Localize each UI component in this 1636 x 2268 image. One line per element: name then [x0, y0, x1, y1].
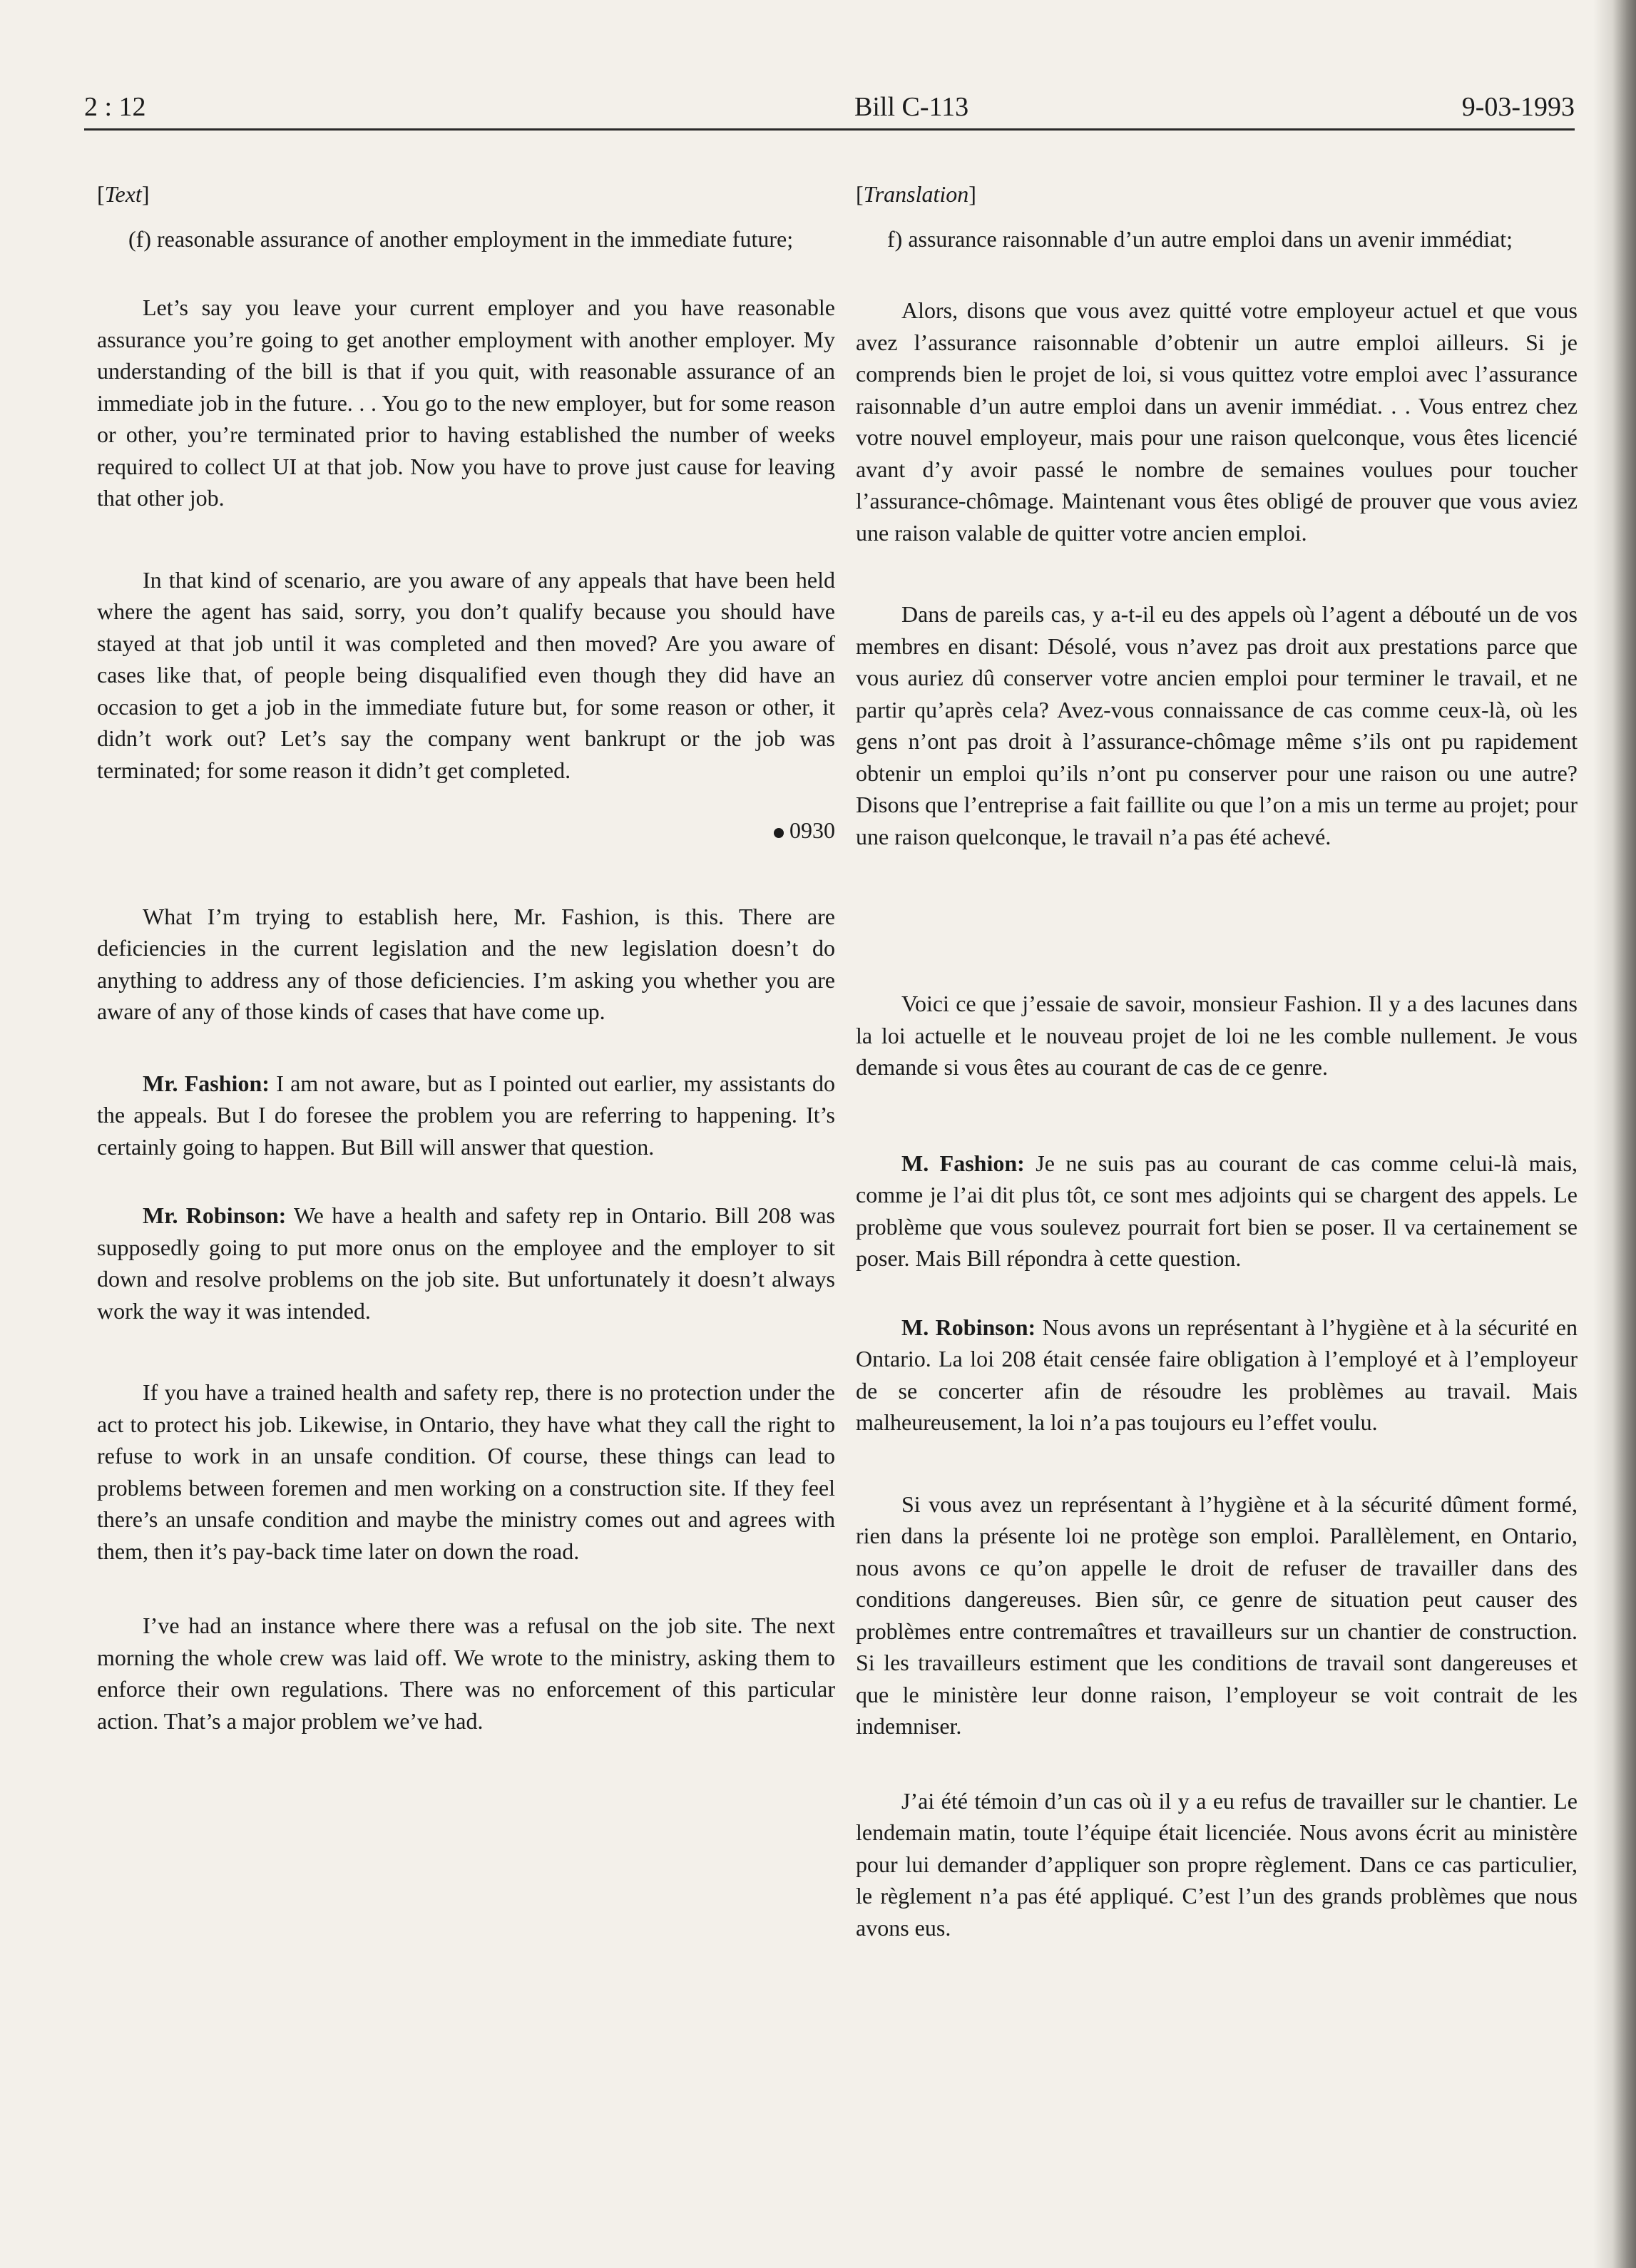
page-number: 2 : 12: [84, 92, 146, 122]
speaker-paragraph: M. Fashion: Je ne suis pas au courant de cas comme celui-là mais, comme je l’ai dit plus tôt, ce sont mes adjoints qui se chargent des appels. Le problème que vous soulevez pourrait fort bien se poser. Il va certainement se poser. Mais Bill répondra à cette question.: [856, 1150, 1578, 1271]
paragraph: I’ve had an instance where there was a refusal on the job site. The next morning the whole crew was laid off. We wrote to the ministry, asking them to enforce their own regulations. There was no enforcement of this particular action. That’s a major problem we’ve had.: [97, 1613, 835, 1734]
bullet-icon: [774, 828, 784, 838]
paragraph: What I’m trying to establish here, Mr. Fashion, is this. There are deficiencies in the current legislation and the new legislation doesn’t do anything to address any of those deficiencies. I’m asking you whether you are aware of any of those kinds of cases that have come up.: [97, 903, 835, 1024]
speaker-name: M. Robinson:: [901, 1314, 1036, 1340]
french-column: [856, 178, 1578, 1981]
speaker-paragraph: Mr. Fashion: I am not aware, but as I pointed out earlier, my assistants do the appeals. But I do foresee the problem you are referring to happening. It’s certainly going to happen. But Bill will answer that question.: [97, 1070, 836, 1160]
speaker-name: M. Fashion:: [901, 1150, 1025, 1176]
speaker-paragraph: Mr. Robinson: We have a health and safety rep in Ontario. Bill 208 was supposedly going to put more onus on the employee and the employer to sit down and resolve problems on the job site. But unfortunately it doesn’t always work the way it was intended.: [97, 1202, 836, 1324]
paragraph: In that kind of scenario, are you aware of any appeals that have been held where the agent has said, sorry, you don’t qualify because you should have stayed at that job until it was completed and then moved? Are you aware of cases like that, of people being disqualified even though they did have an occasion to get a job in the immediate future but, for some reason or other, it didn’t work out? Let’s say the company went bankrupt or the job was terminated; for some reason it didn’t get completed.: [97, 566, 835, 783]
english-column: [97, 178, 835, 1774]
page-date: 9-03-1993: [1461, 92, 1575, 122]
page-header: [84, 84, 1575, 131]
paragraph: If you have a trained health and safety rep, there is no protection under the act to protect his job. Likewise, in Ontario, they have what they call the right to refuse to work in an unsafe condition. Of course, these things can lead to problems between foremen and men working on a construction site. If they feel there’s an unsafe condition and maybe the ministry comes out and agrees with them, then it’s pay-back time later on down the road.: [97, 1379, 835, 1564]
paragraph: Si vous avez un représentant à l’hygiène et à la sécurité dûment formé, rien dans la présente loi ne protège son emploi. Parallèlement, en Ontario, nous avons ce qu’on appelle le droit de refuser de travailler dans des conditions dangereuses. Bien sûr, ce genre de situation peut causer des problèmes entre contremaîtres et travailleurs sur un chantier de construction. Si les travailleurs estiment que les conditions de travail sont dangereuses et que le ministère leur donne raison, l’employeur se voit contrait de les indemniser.: [856, 1491, 1578, 1739]
book-spine-shadow: [1593, 0, 1636, 2268]
speaker-name: Mr. Robinson:: [143, 1202, 287, 1228]
paragraph: Voici ce que j’essaie de savoir, monsieur Fashion. Il y a des lacunes dans la loi actuelle et le nouveau projet de loi ne les comble nullement. Je vous demande si vous êtes au courant de cas de ce genre.: [856, 991, 1578, 1080]
bill-title: Bill C-113: [854, 92, 969, 122]
clause-f: (f) reasonable assurance of another employment in the immediate future;: [128, 225, 794, 252]
column-heading-text: [Text]: [97, 181, 150, 207]
column-heading-translation: [Translation]: [856, 181, 976, 207]
clause-f: f) assurance raisonnable d’un autre emploi dans un avenir immédiat;: [887, 225, 1513, 252]
paragraph: Let’s say you leave your current employer and you have reasonable assurance you’re going to get another employment with another employer. My understanding of the bill is that if you quit, with reasonable assurance of an immediate job in the future. . . You go to the new employer, but for some reason or other, you’re terminated prior to having established the number of weeks required to collect UI at that job. Now you have to prove just cause for leaving that other job.: [97, 295, 835, 511]
paragraph: J’ai été témoin d’un cas où il y a eu refus de travailler sur le chantier. Le lendemain matin, toute l’équipe était licenciée. Nous avons écrit au ministère pour lui demander d’appliquer son propre règlement. Dans ce cas particulier, le règlement n’a pas été appliqué. C’est l’un des grands problèmes que nous avons eus.: [856, 1787, 1578, 1941]
paragraph: Alors, disons que vous avez quitté votre employeur actuel et que vous avez l’assurance raisonnable d’obtenir un autre emploi ailleurs. Si je comprends bien le projet de loi, si vous quittez votre emploi avec l’assurance raisonnable d’un autre emploi dans un avenir immédiat. . . Vous entrez chez votre nouvel employeur, mais pour une raison quelconque, vous êtes licencié avant d’y avoir passé le nombre de semaines voulues pour toucher l’assurance-chômage. Maintenant vous êtes obligé de prouver que vous aviez une raison valable de quitter votre ancien emploi.: [856, 297, 1578, 546]
paragraph: Dans de pareils cas, y a-t-il eu des appels où l’agent a débouté un de vos membres en disant: Désolé, vous n’avez pas droit aux prestations parce que vous auriez dû conserver votre ancien emploi pour terminer le travail, et ne partir qu’après cela? Avez-vous connaissance de cas comme ceux-là, où les gens n’ont pas droit à l’assurance-chômage même s’ils ont pu rapidement obtenir un emploi qu’ils n’ont pu conserver pour une raison ou une autre? Disons que l’entreprise a fait faillite ou que l’on a mis un terme au projet; pour une raison quelconque, le travail n’a pas été achevé.: [856, 601, 1578, 849]
timestamp: 0930: [97, 814, 835, 847]
speaker-name: Mr. Fashion:: [143, 1070, 270, 1096]
speaker-paragraph: M. Robinson: Nous avons un représentant à l’hygiène et à la sécurité en Ontario. La loi 208 était censée faire obligation à l’employé et à l’employeur de se concerter afin de résoudre les problèmes au travail. Mais malheureusement, la loi n’a pas toujours eu l’effet voulu.: [856, 1314, 1578, 1435]
